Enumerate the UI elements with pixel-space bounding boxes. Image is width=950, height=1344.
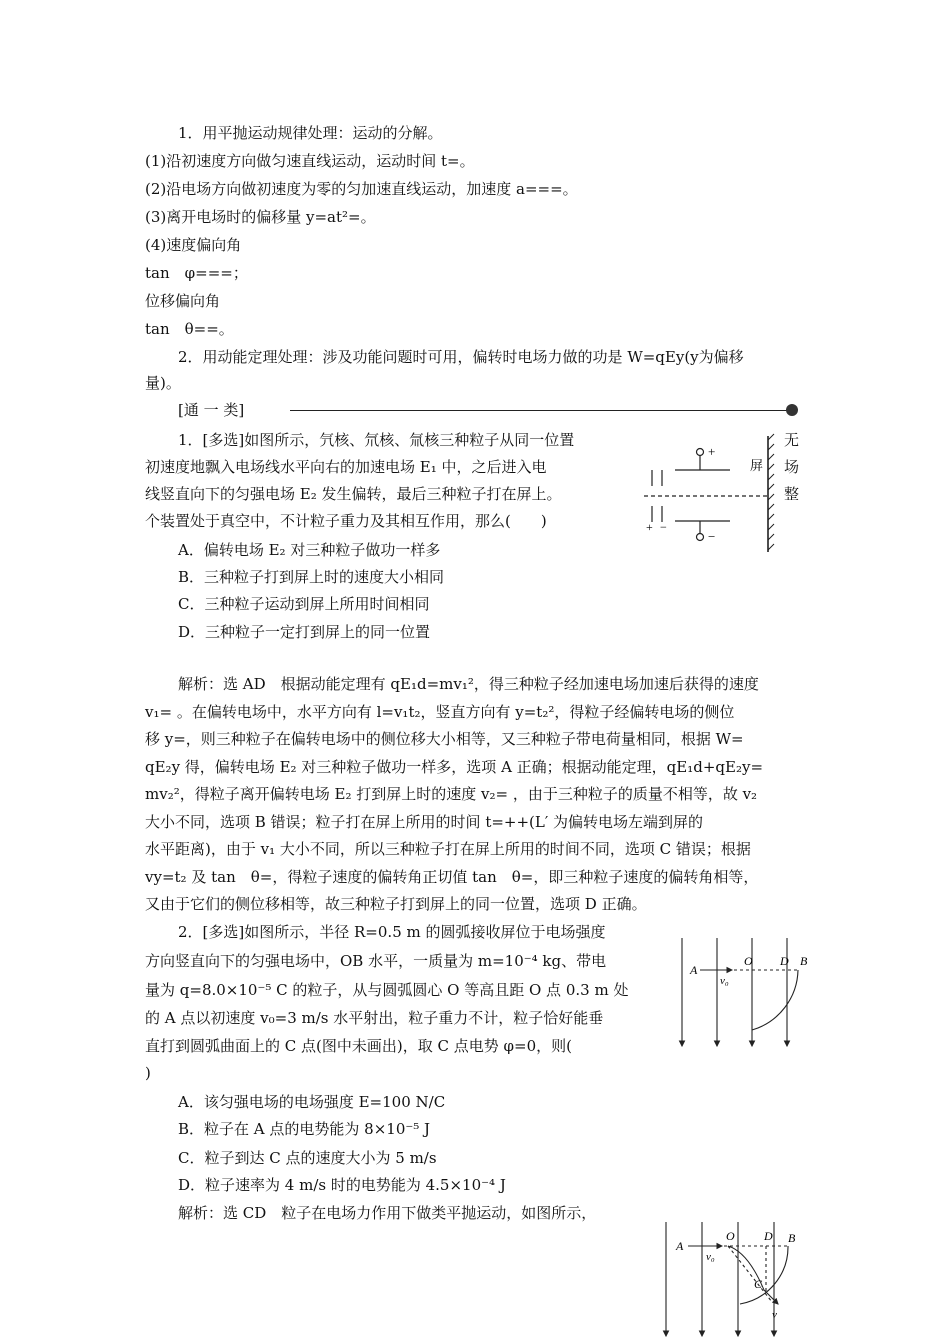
q1-option-d: D．三种粒子一定打到屏上的同一位置: [178, 623, 431, 641]
q1-line-a: 1．[多选]如图所示，氕核、氘核、氚核三种粒子从同一位置: [178, 431, 575, 449]
section-label: [通 一 类]: [178, 401, 245, 419]
method-1b: (2)沿电场方向做初速度为零的匀加速直线运动，加速度 a===。: [145, 180, 578, 198]
fig1-minus-label: −: [708, 529, 716, 544]
fig2-label-v0: v₀: [720, 975, 729, 987]
q1-figure: [640, 430, 780, 555]
method-2a: 2．用动能定理处理：涉及功能问题时可用，偏转时电场力做的功是 W=qEy(y为偏移: [178, 348, 744, 366]
method-2b: 量)。: [145, 374, 181, 392]
fig3-label-a: A: [676, 1239, 684, 1253]
q2-option-a: A．该匀强电场的电场强度 E=100 N/C: [178, 1093, 446, 1111]
s2-figure: [660, 1220, 810, 1340]
s2-line-a: 解析：选 CD 粒子在电场力作用下做类平抛运动，如图所示，: [178, 1204, 597, 1222]
s1-line-g: 水平距离)，由于 v₁ 大小不同，所以三种粒子打在屏上所用的时间不同，选项 C 错误；根据: [145, 840, 751, 858]
q2-line-a: 2．[多选]如图所示，半径 R=0.5 m 的圆弧接收屏位于电场强度: [178, 923, 606, 941]
fig1-minus2-label: −: [660, 520, 667, 534]
fig3-label-o: O: [726, 1229, 735, 1243]
s1-line-h: vy=t₂ 及 tan θ=，得粒子速度的偏转角正切值 tan θ=，即三种粒子速度的偏转角相等，: [145, 868, 759, 886]
q1-wrap-1: 无: [784, 431, 800, 449]
fig3-label-v: v: [772, 1309, 777, 1321]
fig1-screen-label: 屏: [750, 458, 764, 473]
method-1d-formula: tan φ===；: [145, 264, 248, 282]
method-1a: (1)沿初速度方向做匀速直线运动，运动时间 t=。: [145, 152, 475, 170]
q2-line-e: 直打到圆弧曲面上的 C 点(图中未画出)，取 C 点电势 φ=0，则(: [145, 1037, 572, 1055]
section-separator: [178, 400, 798, 420]
fig3-label-b: B: [788, 1231, 796, 1245]
q2-line-d: 的 A 点以初速度 v₀=3 m/s 水平射出，粒子重力不计，粒子恰好能垂: [145, 1009, 604, 1027]
method-1-title: 1．用平抛运动规律处理：运动的分解。: [178, 124, 443, 142]
s1-line-e: mv₂²，得粒子离开偏转电场 E₂ 打到屏上时的速度 v₂= ，由于三种粒子的质量不相等，故 v₂: [145, 785, 758, 803]
q2-figure: [672, 934, 822, 1052]
q2-option-b: B．粒子在 A 点的电势能为 8×10⁻⁵ J: [178, 1120, 431, 1138]
fig2-label-a: A: [690, 963, 698, 977]
s1-line-a: 解析：选 AD 根据动能定理有 qE₁d=mv₁²，得三种粒子经加速电场加速后获得的速度: [178, 675, 759, 693]
q1-wrap-2: 场: [784, 458, 800, 476]
q2-line-f: ): [145, 1064, 151, 1082]
fig1-plus-label: +: [708, 444, 716, 459]
fig2-label-o: O: [744, 954, 753, 968]
method-1d: (4)速度偏向角: [145, 236, 242, 254]
fig2-label-d: D: [780, 954, 789, 968]
method-1c: (3)离开电场时的偏移量 y=at²=。: [145, 208, 376, 226]
q2-line-c: 量为 q=8.0×10⁻⁵ C 的粒子，从与圆弧圆心 O 等高且距 O 点 0.3 m 处: [145, 981, 629, 999]
s1-line-d: qE₂y 得，偏转电场 E₂ 对三种粒子做功一样多，选项 A 正确；根据动能定理，qE₁d+qE₂y=: [145, 758, 764, 776]
q1-line-c: 线竖直向下的匀强电场 E₂ 发生偏转，最后三种粒子打在屏上。: [145, 485, 562, 503]
q1-option-c: C．三种粒子运动到屏上所用时间相同: [178, 595, 430, 613]
separator-line: [290, 410, 788, 411]
s1-line-i: 又由于它们的侧位移相等，故三种粒子打到屏上的同一位置，选项 D 正确。: [145, 895, 647, 913]
q1-line-d: 个装置处于真空中，不计粒子重力及其相互作用，那么( ): [145, 512, 547, 530]
q1-wrap-3: 整: [784, 485, 800, 503]
q2-option-d: D．粒子速率为 4 m/s 时的电势能为 4.5×10⁻⁴ J: [178, 1176, 506, 1194]
q1-line-b: 初速度地飘入电场线水平向右的加速电场 E₁ 中，之后进入电: [145, 458, 547, 476]
q1-option-a: A．偏转电场 E₂ 对三种粒子做功一样多: [178, 541, 441, 559]
q2-option-c: C．粒子到达 C 点的速度大小为 5 m/s: [178, 1149, 437, 1167]
fig3-label-d: D: [764, 1229, 773, 1243]
method-1e: 位移偏向角: [145, 292, 221, 310]
fig3-label-v0: v₀: [706, 1251, 715, 1263]
fig1-plus2-label: +: [646, 520, 653, 534]
s1-line-b: v₁= 。在偏转电场中，水平方向有 l=v₁t₂，竖直方向有 y=t₂²，得粒子经偏转电场的侧位: [145, 703, 735, 721]
q1-option-b: B．三种粒子打到屏上时的速度大小相同: [178, 568, 445, 586]
s1-line-f: 大小不同，选项 B 错误；粒子打在屏上所用的时间 t=++(L′ 为偏转电场左端到屏的: [145, 813, 704, 831]
s1-line-c: 移 y=，则三种粒子在偏转电场中的侧位移大小相等，又三种粒子带电荷量相同，根据 W=: [145, 730, 744, 748]
q2-line-b: 方向竖直向下的匀强电场中，OB 水平，一质量为 m=10⁻⁴ kg、带电: [145, 952, 607, 970]
method-1e-formula: tan θ==。: [145, 320, 234, 338]
separator-dot: [786, 404, 798, 416]
fig2-label-b: B: [800, 954, 808, 968]
fig3-label-c: C: [754, 1277, 763, 1291]
